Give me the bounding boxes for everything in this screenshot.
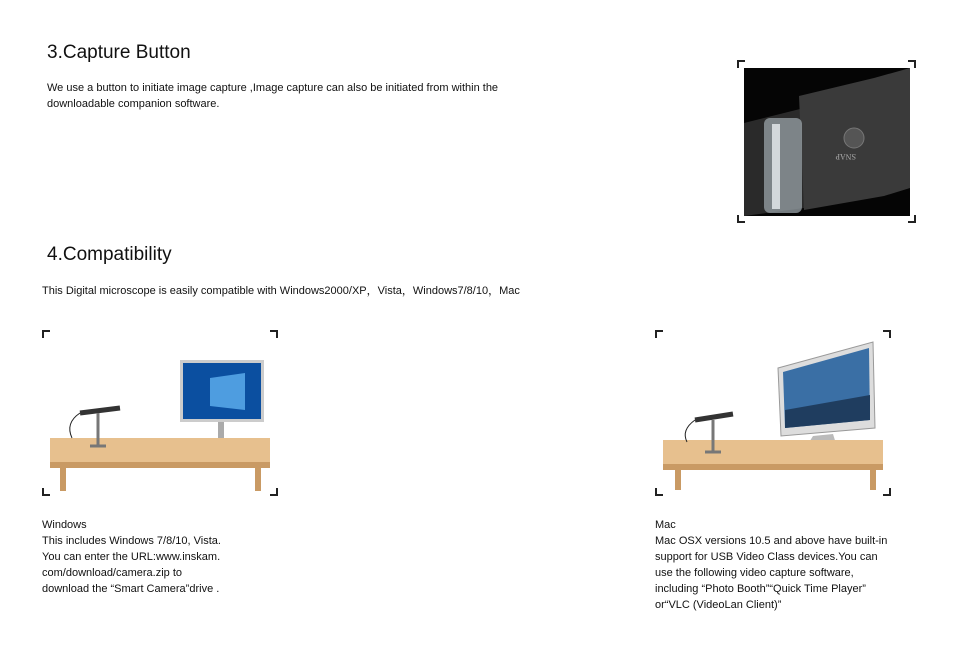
- compatibility-description: This Digital microscope is easily compatible with Windows2000/XP，Vista，Windows7/8/10，Mac: [42, 285, 520, 297]
- capture-button-photo-frame: [737, 60, 916, 223]
- text-line: Mac OSX versions 10.5 and above have built-in: [655, 535, 888, 547]
- text-line: download the “Smart Camera”drive .: [42, 583, 220, 595]
- text-line: including “Photo Booth”“Quick Time Player”: [655, 583, 866, 595]
- microscope-snap-button-photo: [744, 68, 910, 216]
- text-line: downloadable companion software.: [47, 98, 220, 110]
- capture-button-heading: 3.Capture Button: [47, 42, 191, 63]
- text-line: use the following video capture software,: [655, 567, 854, 579]
- text-line: This includes Windows 7/8/10, Vista.: [42, 535, 221, 547]
- mac-setup-photo: [663, 340, 885, 490]
- snap-label: SNAP: [835, 152, 856, 161]
- text-line: support for USB Video Class devices.You can: [655, 551, 878, 563]
- mac-heading: Mac: [655, 519, 676, 531]
- windows-heading: Windows: [42, 519, 87, 531]
- text-line: You can enter the URL:www.inskam.: [42, 551, 221, 563]
- capture-button-description: [47, 80, 498, 112]
- windows-setup-photo: [50, 358, 272, 493]
- windows-photo-frame: [42, 330, 278, 496]
- text-line: We use a button to initiate image capture ,Image capture can also be initiated from within the: [47, 82, 499, 94]
- text-line: or“VLC (VideoLan Client)”: [655, 599, 782, 611]
- mac-description: [655, 517, 887, 613]
- text-line: com/download/camera.zip to: [42, 567, 183, 579]
- windows-description: [42, 517, 221, 597]
- mac-photo-frame: [655, 330, 891, 496]
- compatibility-heading: 4.Compatibility: [47, 244, 172, 265]
